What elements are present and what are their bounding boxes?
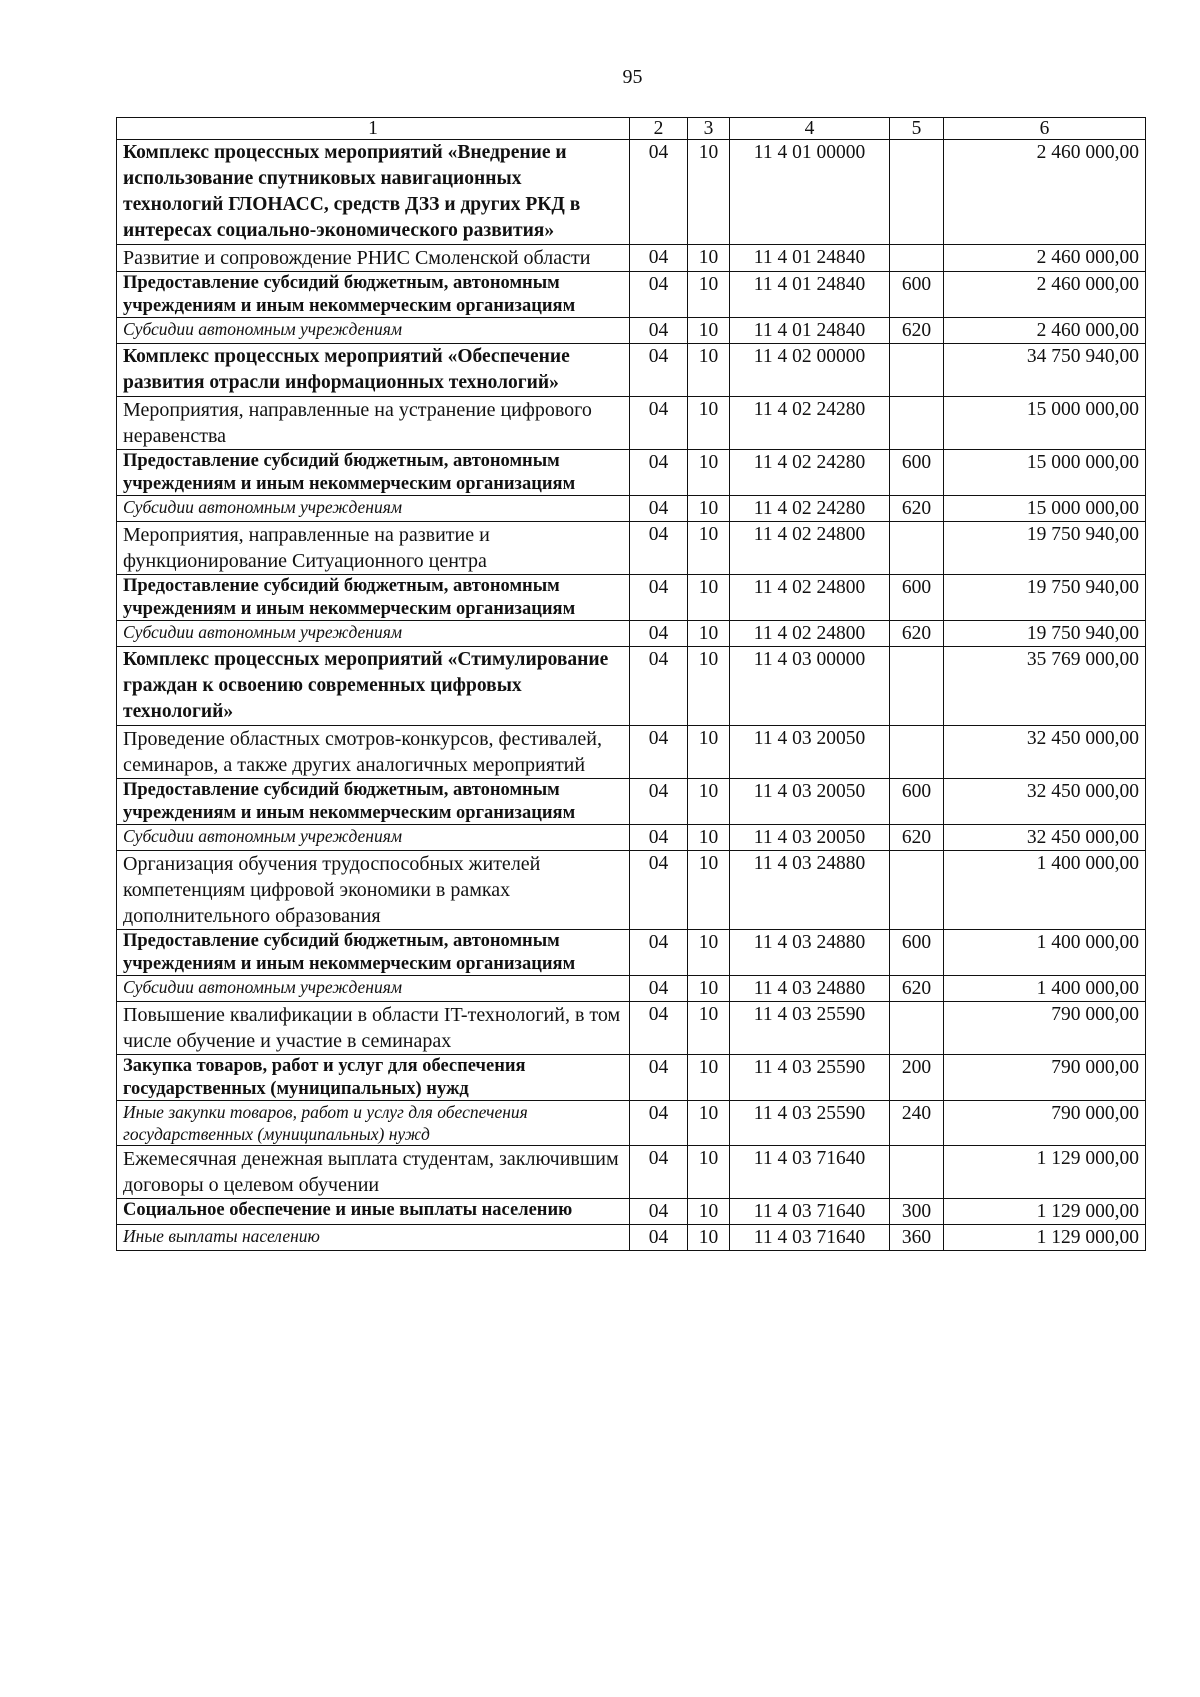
table-row <box>117 1225 1146 1251</box>
expense-type-cell <box>890 140 944 245</box>
amount-cell: 34 750 940,00 <box>944 344 1146 397</box>
amount-cell: 790 000,00 <box>944 1101 1146 1146</box>
expense-type-cell: 240 <box>890 1101 944 1146</box>
expense-type-cell <box>890 1146 944 1199</box>
row-name-cell: Иные закупки товаров, работ и услуг для обеспечения государственных (муниципальных) нужд <box>117 1101 630 1146</box>
row-name-cell: Субсидии автономным учреждениям <box>117 318 630 344</box>
section-cell: 04 <box>630 930 688 976</box>
subsection-cell: 10 <box>688 496 730 522</box>
budget-table <box>116 117 1146 1251</box>
row-name-cell: Организация обучения трудоспособных жителей компетенциям цифровой экономики в рамках дополнительного образования <box>117 851 630 930</box>
target-article-cell: 11 4 03 20050 <box>730 825 890 851</box>
row-name-cell: Предоставление субсидий бюджетным, автономным учреждениям и иным некоммерческим организациям <box>117 575 630 621</box>
expense-type-cell: 360 <box>890 1225 944 1251</box>
subsection-cell: 10 <box>688 344 730 397</box>
expense-type-cell <box>890 397 944 450</box>
row-name-cell: Мероприятия, направленные на развитие и функционирование Ситуационного центра <box>117 522 630 575</box>
table-row <box>117 851 1146 930</box>
section-cell: 04 <box>630 450 688 496</box>
section-cell: 04 <box>630 245 688 272</box>
section-cell: 04 <box>630 825 688 851</box>
amount-cell: 32 450 000,00 <box>944 779 1146 825</box>
row-name-cell: Субсидии автономным учреждениям <box>117 825 630 851</box>
amount-cell: 2 460 000,00 <box>944 140 1146 245</box>
expense-type-cell <box>890 522 944 575</box>
target-article-cell: 11 4 02 00000 <box>730 344 890 397</box>
subsection-cell: 10 <box>688 779 730 825</box>
table-row <box>117 1199 1146 1225</box>
table-row <box>117 1055 1146 1101</box>
subsection-cell: 10 <box>688 621 730 647</box>
subsection-cell: 10 <box>688 318 730 344</box>
row-name-cell: Субсидии автономным учреждениям <box>117 976 630 1002</box>
amount-cell: 1 400 000,00 <box>944 976 1146 1002</box>
row-name-cell: Субсидии автономным учреждениям <box>117 621 630 647</box>
section-cell: 04 <box>630 140 688 245</box>
expense-type-cell: 620 <box>890 318 944 344</box>
expense-type-cell: 300 <box>890 1199 944 1225</box>
expense-type-cell: 600 <box>890 575 944 621</box>
table-row <box>117 450 1146 496</box>
table-row <box>117 1002 1146 1055</box>
table-row <box>117 245 1146 272</box>
subsection-cell: 10 <box>688 825 730 851</box>
target-article-cell: 11 4 01 00000 <box>730 140 890 245</box>
amount-cell: 790 000,00 <box>944 1002 1146 1055</box>
column-header: 5 <box>890 118 944 140</box>
row-name-cell: Комплекс процессных мероприятий «Стимулирование граждан к освоению современных цифровых технологий» <box>117 647 630 726</box>
expense-type-cell <box>890 726 944 779</box>
target-article-cell: 11 4 03 24880 <box>730 976 890 1002</box>
amount-cell: 15 000 000,00 <box>944 397 1146 450</box>
amount-cell: 1 129 000,00 <box>944 1225 1146 1251</box>
column-header: 4 <box>730 118 890 140</box>
expense-type-cell: 620 <box>890 825 944 851</box>
amount-cell: 2 460 000,00 <box>944 272 1146 318</box>
section-cell: 04 <box>630 522 688 575</box>
table-row <box>117 779 1146 825</box>
column-header: 1 <box>117 118 630 140</box>
expense-type-cell <box>890 245 944 272</box>
target-article-cell: 11 4 01 24840 <box>730 318 890 344</box>
amount-cell: 15 000 000,00 <box>944 496 1146 522</box>
section-cell: 04 <box>630 272 688 318</box>
target-article-cell: 11 4 02 24280 <box>730 450 890 496</box>
row-name-cell: Комплекс процессных мероприятий «Обеспечение развития отрасли информационных технологий» <box>117 344 630 397</box>
target-article-cell: 11 4 02 24800 <box>730 575 890 621</box>
section-cell: 04 <box>630 1002 688 1055</box>
table-row <box>117 522 1146 575</box>
amount-cell: 1 400 000,00 <box>944 851 1146 930</box>
amount-cell: 2 460 000,00 <box>944 318 1146 344</box>
row-name-cell: Предоставление субсидий бюджетным, автономным учреждениям и иным некоммерческим организациям <box>117 450 630 496</box>
section-cell: 04 <box>630 1199 688 1225</box>
row-name-cell: Социальное обеспечение и иные выплаты населению <box>117 1199 630 1225</box>
expense-type-cell: 600 <box>890 779 944 825</box>
subsection-cell: 10 <box>688 575 730 621</box>
expense-type-cell <box>890 647 944 726</box>
target-article-cell: 11 4 03 24880 <box>730 930 890 976</box>
subsection-cell: 10 <box>688 1225 730 1251</box>
amount-cell: 1 129 000,00 <box>944 1199 1146 1225</box>
page-number: 95 <box>622 66 643 88</box>
section-cell: 04 <box>630 496 688 522</box>
amount-cell: 1 129 000,00 <box>944 1146 1146 1199</box>
table-row <box>117 976 1146 1002</box>
table-row <box>117 621 1146 647</box>
subsection-cell: 10 <box>688 1146 730 1199</box>
expense-type-cell: 600 <box>890 450 944 496</box>
subsection-cell: 10 <box>688 1199 730 1225</box>
section-cell: 04 <box>630 1101 688 1146</box>
section-cell: 04 <box>630 397 688 450</box>
expense-type-cell <box>890 1002 944 1055</box>
row-name-cell: Предоставление субсидий бюджетным, автономным учреждениям и иным некоммерческим организациям <box>117 272 630 318</box>
target-article-cell: 11 4 01 24840 <box>730 245 890 272</box>
target-article-cell: 11 4 03 25590 <box>730 1002 890 1055</box>
target-article-cell: 11 4 03 71640 <box>730 1146 890 1199</box>
subsection-cell: 10 <box>688 1055 730 1101</box>
row-name-cell: Проведение областных смотров-конкурсов, фестивалей, семинаров, а также других аналогичных мероприятий <box>117 726 630 779</box>
expense-type-cell: 620 <box>890 976 944 1002</box>
subsection-cell: 10 <box>688 140 730 245</box>
table-row <box>117 140 1146 245</box>
expense-type-cell: 200 <box>890 1055 944 1101</box>
target-article-cell: 11 4 02 24800 <box>730 522 890 575</box>
target-article-cell: 11 4 02 24280 <box>730 397 890 450</box>
row-name-cell: Предоставление субсидий бюджетным, автономным учреждениям и иным некоммерческим организациям <box>117 930 630 976</box>
amount-cell: 1 400 000,00 <box>944 930 1146 976</box>
table-row <box>117 1146 1146 1199</box>
subsection-cell: 10 <box>688 976 730 1002</box>
section-cell: 04 <box>630 621 688 647</box>
table-row <box>117 647 1146 726</box>
subsection-cell: 10 <box>688 245 730 272</box>
column-header: 6 <box>944 118 1146 140</box>
subsection-cell: 10 <box>688 450 730 496</box>
target-article-cell: 11 4 01 24840 <box>730 272 890 318</box>
amount-cell: 19 750 940,00 <box>944 621 1146 647</box>
section-cell: 04 <box>630 575 688 621</box>
expense-type-cell <box>890 851 944 930</box>
table-row <box>117 318 1146 344</box>
table-body <box>117 140 1146 1251</box>
subsection-cell: 10 <box>688 1101 730 1146</box>
section-cell: 04 <box>630 1146 688 1199</box>
table-header-row <box>117 118 1146 140</box>
subsection-cell: 10 <box>688 272 730 318</box>
target-article-cell: 11 4 03 25590 <box>730 1055 890 1101</box>
row-name-cell: Повышение квалификации в области IT-технологий, в том числе обучение и участие в семинарах <box>117 1002 630 1055</box>
row-name-cell: Комплекс процессных мероприятий «Внедрение и использование спутниковых навигационных технологий ГЛОНАСС, средств ДЗЗ и других РКД в интересах социально-экономического развития» <box>117 140 630 245</box>
row-name-cell: Ежемесячная денежная выплата студентам, заключившим договоры о целевом обучении <box>117 1146 630 1199</box>
section-cell: 04 <box>630 318 688 344</box>
target-article-cell: 11 4 03 20050 <box>730 779 890 825</box>
subsection-cell: 10 <box>688 522 730 575</box>
target-article-cell: 11 4 02 24800 <box>730 621 890 647</box>
target-article-cell: 11 4 03 20050 <box>730 726 890 779</box>
subsection-cell: 10 <box>688 1002 730 1055</box>
target-article-cell: 11 4 03 71640 <box>730 1199 890 1225</box>
target-article-cell: 11 4 03 71640 <box>730 1225 890 1251</box>
table-row <box>117 575 1146 621</box>
row-name-cell: Мероприятия, направленные на устранение цифрового неравенства <box>117 397 630 450</box>
section-cell: 04 <box>630 779 688 825</box>
table-row <box>117 930 1146 976</box>
table-row <box>117 726 1146 779</box>
subsection-cell: 10 <box>688 726 730 779</box>
expense-type-cell <box>890 344 944 397</box>
amount-cell: 790 000,00 <box>944 1055 1146 1101</box>
table-row <box>117 496 1146 522</box>
subsection-cell: 10 <box>688 397 730 450</box>
row-name-cell: Развитие и сопровождение РНИС Смоленской области <box>117 245 630 272</box>
subsection-cell: 10 <box>688 647 730 726</box>
section-cell: 04 <box>630 851 688 930</box>
target-article-cell: 11 4 02 24280 <box>730 496 890 522</box>
table-row <box>117 344 1146 397</box>
expense-type-cell: 620 <box>890 496 944 522</box>
column-header: 3 <box>688 118 730 140</box>
table-row <box>117 1101 1146 1146</box>
target-article-cell: 11 4 03 00000 <box>730 647 890 726</box>
target-article-cell: 11 4 03 24880 <box>730 851 890 930</box>
row-name-cell: Предоставление субсидий бюджетным, автономным учреждениям и иным некоммерческим организациям <box>117 779 630 825</box>
amount-cell: 32 450 000,00 <box>944 726 1146 779</box>
table-row <box>117 825 1146 851</box>
amount-cell: 15 000 000,00 <box>944 450 1146 496</box>
table-row <box>117 272 1146 318</box>
subsection-cell: 10 <box>688 851 730 930</box>
section-cell: 04 <box>630 726 688 779</box>
section-cell: 04 <box>630 1055 688 1101</box>
expense-type-cell: 620 <box>890 621 944 647</box>
row-name-cell: Иные выплаты населению <box>117 1225 630 1251</box>
section-cell: 04 <box>630 344 688 397</box>
row-name-cell: Субсидии автономным учреждениям <box>117 496 630 522</box>
amount-cell: 35 769 000,00 <box>944 647 1146 726</box>
target-article-cell: 11 4 03 25590 <box>730 1101 890 1146</box>
expense-type-cell: 600 <box>890 272 944 318</box>
section-cell: 04 <box>630 976 688 1002</box>
column-header: 2 <box>630 118 688 140</box>
amount-cell: 32 450 000,00 <box>944 825 1146 851</box>
amount-cell: 19 750 940,00 <box>944 522 1146 575</box>
amount-cell: 2 460 000,00 <box>944 245 1146 272</box>
subsection-cell: 10 <box>688 930 730 976</box>
amount-cell: 19 750 940,00 <box>944 575 1146 621</box>
row-name-cell: Закупка товаров, работ и услуг для обеспечения государственных (муниципальных) нужд <box>117 1055 630 1101</box>
section-cell: 04 <box>630 1225 688 1251</box>
table-row <box>117 397 1146 450</box>
section-cell: 04 <box>630 647 688 726</box>
expense-type-cell: 600 <box>890 930 944 976</box>
